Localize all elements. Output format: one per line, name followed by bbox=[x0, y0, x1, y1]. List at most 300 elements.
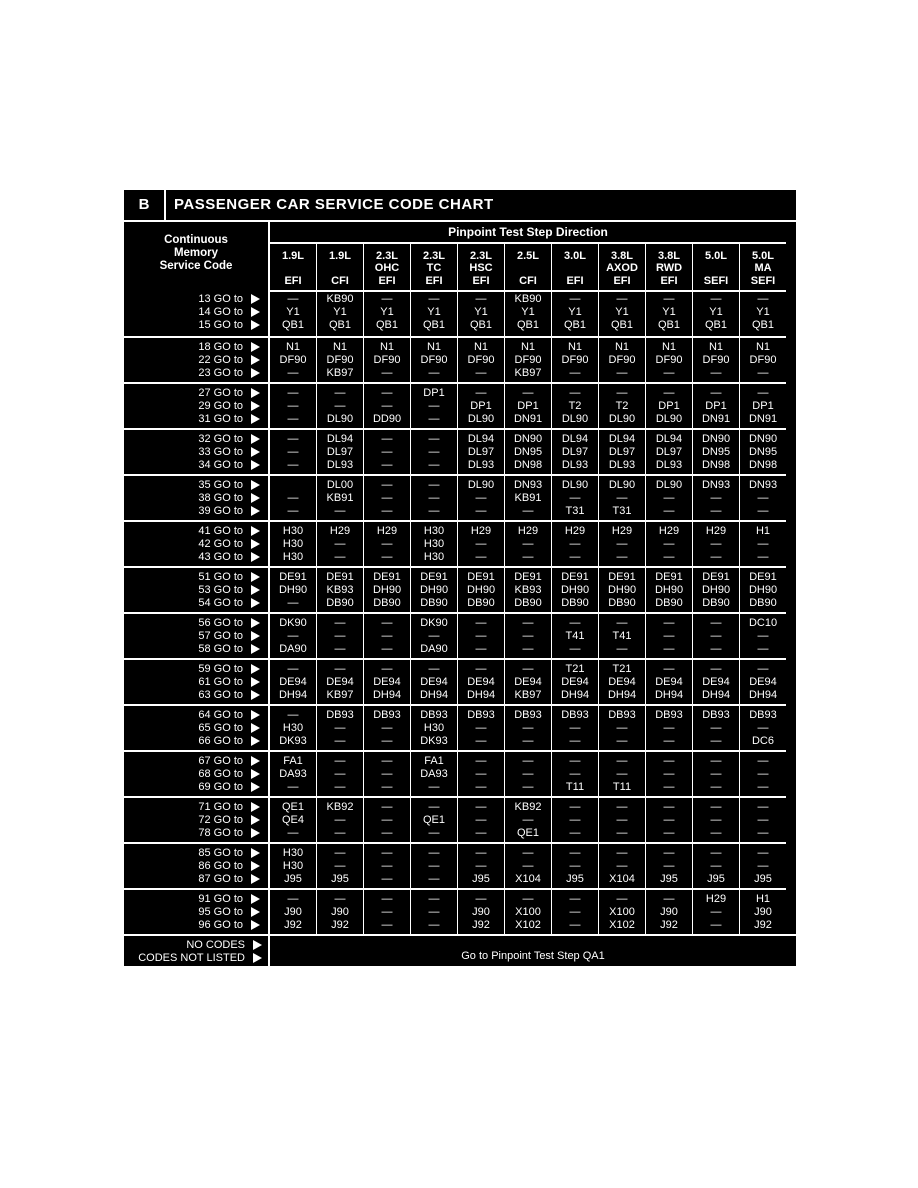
engine-label-line: OHC bbox=[374, 262, 400, 274]
service-codes bbox=[124, 614, 268, 658]
engine-size bbox=[646, 250, 692, 274]
test-step-column bbox=[270, 290, 316, 336]
test-step-column bbox=[551, 522, 598, 566]
test-step-cell: N1 bbox=[708, 340, 724, 353]
test-step-cell: — bbox=[428, 629, 440, 642]
test-step-column bbox=[598, 660, 645, 704]
test-step-column bbox=[645, 522, 692, 566]
test-step-cell: — bbox=[334, 721, 346, 734]
service-code-label: 43 GO to bbox=[198, 550, 243, 563]
test-step-cell: DL90 bbox=[608, 478, 636, 491]
test-step-cell: — bbox=[663, 550, 675, 563]
test-step-cell: H29 bbox=[705, 524, 727, 537]
test-step-cell: — bbox=[710, 292, 722, 305]
test-step-cell: — bbox=[334, 629, 346, 642]
test-step-cell: DB93 bbox=[467, 708, 495, 721]
engine-label-line: 1.9L bbox=[281, 250, 304, 262]
test-step-column bbox=[551, 476, 598, 520]
service-code-row bbox=[124, 597, 268, 610]
test-step-cell: DL90 bbox=[608, 412, 636, 425]
test-step-cell: — bbox=[428, 478, 440, 491]
test-step-cell: — bbox=[522, 721, 534, 734]
test-step-cell: J90 bbox=[660, 905, 678, 918]
test-step-cell: H30 bbox=[423, 524, 445, 537]
test-step-cell: T11 bbox=[565, 780, 585, 793]
service-code-row bbox=[124, 538, 268, 551]
test-step-column bbox=[316, 568, 363, 612]
test-step-cell: DE94 bbox=[702, 675, 730, 688]
test-step-cell: Y1 bbox=[333, 305, 347, 318]
test-step-cell: DN95 bbox=[701, 445, 731, 458]
test-step-column bbox=[410, 476, 457, 520]
test-step-column bbox=[316, 660, 363, 704]
test-step-cell: — bbox=[334, 386, 346, 399]
test-step-cell: Y1 bbox=[709, 305, 723, 318]
test-step-cell: N1 bbox=[285, 340, 301, 353]
test-step-cell: — bbox=[616, 616, 628, 629]
test-step-cell: — bbox=[381, 366, 393, 379]
test-step-column bbox=[363, 798, 410, 842]
test-step-cell: DE91 bbox=[373, 570, 401, 583]
test-step-column bbox=[410, 890, 457, 934]
test-step-cell: QE4 bbox=[281, 813, 304, 826]
test-step-cell: KB92 bbox=[514, 800, 542, 813]
test-step-cell: DL97 bbox=[608, 445, 636, 458]
test-step-column bbox=[645, 660, 692, 704]
test-step-cell: J92 bbox=[660, 918, 678, 931]
service-code-row bbox=[124, 400, 268, 413]
service-code-label: 41 GO to bbox=[198, 524, 243, 537]
test-step-cell: — bbox=[475, 550, 487, 563]
test-step-column bbox=[316, 706, 363, 750]
engine-type: EFI bbox=[378, 275, 396, 287]
test-step-column bbox=[692, 522, 739, 566]
service-code-label: 68 GO to bbox=[198, 767, 243, 780]
test-step-cell: QE1 bbox=[516, 826, 539, 839]
test-step-cell: — bbox=[710, 826, 722, 839]
test-step-cell: DL94 bbox=[608, 432, 636, 445]
service-code-row bbox=[124, 387, 268, 400]
test-step-cell: KB97 bbox=[326, 366, 354, 379]
test-step-cell: H1 bbox=[755, 892, 771, 905]
service-code-row bbox=[124, 505, 268, 518]
service-code-row bbox=[124, 781, 268, 794]
test-step-cell: — bbox=[616, 550, 628, 563]
footer-code-row bbox=[124, 952, 268, 965]
test-step-cell: DC10 bbox=[748, 616, 778, 629]
test-step-cell: — bbox=[334, 734, 346, 747]
test-step-cell: — bbox=[381, 892, 393, 905]
test-step-cell: DN90 bbox=[513, 432, 543, 445]
test-step-column bbox=[270, 706, 316, 750]
test-step-cell: DP1 bbox=[752, 399, 774, 412]
service-code-label: 53 GO to bbox=[198, 583, 243, 596]
test-step-column bbox=[645, 614, 692, 658]
test-step-cell: — bbox=[381, 767, 393, 780]
test-step-cell: KB97 bbox=[514, 688, 542, 701]
test-step-cell: DK90 bbox=[420, 616, 448, 629]
test-step-cell: H30 bbox=[282, 537, 304, 550]
test-step-cell: DF90 bbox=[326, 353, 354, 366]
test-step-column bbox=[457, 384, 504, 428]
test-step-columns bbox=[270, 798, 786, 842]
test-step-cell: J90 bbox=[472, 905, 490, 918]
test-step-cell: — bbox=[569, 892, 581, 905]
test-step-cell: — bbox=[757, 800, 769, 813]
service-code-row bbox=[124, 413, 268, 426]
test-step-cell: DB93 bbox=[702, 708, 730, 721]
test-step-column bbox=[645, 568, 692, 612]
test-step-column bbox=[504, 706, 551, 750]
chart-letter: B bbox=[124, 190, 166, 220]
test-step-cell: — bbox=[663, 813, 675, 826]
service-codes bbox=[124, 290, 268, 336]
service-code-label: 67 GO to bbox=[198, 754, 243, 767]
arrow-right-icon bbox=[251, 644, 260, 654]
service-codes bbox=[124, 890, 268, 934]
test-step-cell: DP1 bbox=[423, 386, 445, 399]
engine-label-line: MA bbox=[754, 262, 772, 274]
test-step-cell: — bbox=[475, 629, 487, 642]
test-step-column bbox=[270, 614, 316, 658]
test-step-column bbox=[316, 522, 363, 566]
test-step-cell: DE94 bbox=[655, 675, 683, 688]
test-step-column bbox=[598, 798, 645, 842]
test-step-cell: Y1 bbox=[756, 305, 770, 318]
test-step-cell: DL97 bbox=[655, 445, 683, 458]
test-step-cell: — bbox=[663, 629, 675, 642]
test-step-column bbox=[692, 568, 739, 612]
test-step-column bbox=[270, 660, 316, 704]
test-step-cell: DE94 bbox=[279, 675, 307, 688]
service-code-row bbox=[124, 571, 268, 584]
arrow-right-icon bbox=[251, 368, 260, 378]
test-step-cell: — bbox=[757, 721, 769, 734]
test-step-cell: KB91 bbox=[326, 491, 354, 504]
test-step-cell: DE94 bbox=[561, 675, 589, 688]
test-step-cell: — bbox=[381, 826, 393, 839]
test-step-cell: DE91 bbox=[702, 570, 730, 583]
test-step-column bbox=[410, 752, 457, 796]
left-header-line: Memory bbox=[173, 247, 219, 259]
left-header-line: Continuous bbox=[164, 234, 228, 246]
engine-size bbox=[458, 250, 504, 274]
test-step-column bbox=[692, 614, 739, 658]
service-code-row bbox=[124, 525, 268, 538]
test-step-cell: — bbox=[428, 872, 440, 885]
service-codes bbox=[124, 844, 268, 888]
service-code-row bbox=[124, 893, 268, 906]
test-step-column bbox=[363, 752, 410, 796]
test-step-cell: — bbox=[710, 721, 722, 734]
test-step-column bbox=[739, 890, 786, 934]
test-step-cell: DL90 bbox=[467, 478, 495, 491]
test-step-cell: DB90 bbox=[655, 596, 683, 609]
test-step-cell: — bbox=[475, 537, 487, 550]
test-step-cell: DE91 bbox=[655, 570, 683, 583]
test-step-cell: J95 bbox=[660, 872, 678, 885]
test-step-cell: DH90 bbox=[560, 583, 590, 596]
test-step-column bbox=[739, 384, 786, 428]
engine-type: EFI bbox=[425, 275, 443, 287]
test-step-column bbox=[739, 290, 786, 336]
test-step-column bbox=[551, 568, 598, 612]
test-step-cell: — bbox=[428, 366, 440, 379]
test-step-cell: — bbox=[475, 826, 487, 839]
test-step-cell: N1 bbox=[379, 340, 395, 353]
test-step-cell: Y1 bbox=[380, 305, 394, 318]
code-group bbox=[124, 336, 786, 382]
test-step-cell: — bbox=[381, 491, 393, 504]
test-step-cell: — bbox=[381, 813, 393, 826]
test-step-column bbox=[363, 338, 410, 382]
arrow-right-icon bbox=[251, 388, 260, 398]
engine-type: SEFI bbox=[750, 275, 776, 287]
test-step-cell: — bbox=[287, 386, 299, 399]
service-codes bbox=[124, 752, 268, 796]
test-step-column bbox=[270, 798, 316, 842]
test-step-cell: DH90 bbox=[701, 583, 731, 596]
arrow-right-icon bbox=[251, 782, 260, 792]
test-step-cell: T2 bbox=[568, 399, 582, 412]
test-step-cell: DF90 bbox=[608, 353, 636, 366]
test-step-cell: DB90 bbox=[702, 596, 730, 609]
test-step-cell: — bbox=[475, 846, 487, 859]
service-code-label: 61 GO to bbox=[198, 675, 243, 688]
test-step-column bbox=[504, 384, 551, 428]
test-step-column bbox=[270, 844, 316, 888]
test-step-column bbox=[270, 338, 316, 382]
service-code-row bbox=[124, 722, 268, 735]
test-step-cell: KB92 bbox=[326, 800, 354, 813]
test-step-cell: — bbox=[381, 537, 393, 550]
test-step-cell: — bbox=[710, 767, 722, 780]
test-step-cell: DN90 bbox=[748, 432, 778, 445]
test-step-column bbox=[363, 568, 410, 612]
test-step-cell: — bbox=[710, 629, 722, 642]
service-code-row bbox=[124, 735, 268, 748]
service-code-label: 66 GO to bbox=[198, 734, 243, 747]
test-step-cell: DF90 bbox=[373, 353, 401, 366]
test-step-cell: — bbox=[569, 800, 581, 813]
test-step-cell: — bbox=[710, 537, 722, 550]
test-step-column bbox=[457, 614, 504, 658]
test-step-cell: Y1 bbox=[662, 305, 676, 318]
service-code-label: 96 GO to bbox=[198, 918, 243, 931]
test-step-column bbox=[504, 752, 551, 796]
test-step-cell: DB90 bbox=[608, 596, 636, 609]
test-step-column bbox=[457, 568, 504, 612]
test-step-cell: DF90 bbox=[514, 353, 542, 366]
engine-label-line: 2.5L bbox=[516, 250, 539, 262]
test-step-cell: H29 bbox=[564, 524, 586, 537]
engine-size bbox=[364, 250, 410, 274]
test-step-cell: — bbox=[757, 826, 769, 839]
test-step-cell: DL00 bbox=[326, 478, 354, 491]
code-group bbox=[124, 428, 786, 474]
test-step-column bbox=[363, 660, 410, 704]
test-step-cell: — bbox=[663, 537, 675, 550]
test-step-cell: — bbox=[569, 754, 581, 767]
test-step-column bbox=[270, 384, 316, 428]
arrow-right-icon bbox=[251, 723, 260, 733]
test-step-column bbox=[410, 290, 457, 336]
test-step-cell: DH90 bbox=[372, 583, 402, 596]
test-step-column bbox=[739, 338, 786, 382]
test-step-cell: J95 bbox=[707, 872, 725, 885]
test-step-cell: N1 bbox=[661, 340, 677, 353]
test-step-cell: DH90 bbox=[278, 583, 308, 596]
footer-code-row bbox=[124, 939, 268, 952]
test-step-column bbox=[692, 430, 739, 474]
test-step-cell: DH94 bbox=[560, 688, 590, 701]
test-step-cell: Y1 bbox=[568, 305, 582, 318]
code-group bbox=[124, 290, 786, 336]
test-step-cell: X102 bbox=[515, 918, 541, 931]
service-code-label: 65 GO to bbox=[198, 721, 243, 734]
engine-size bbox=[505, 250, 551, 262]
test-step-cell: — bbox=[616, 846, 628, 859]
test-step-column bbox=[598, 752, 645, 796]
test-step-cell: — bbox=[381, 721, 393, 734]
service-code-row bbox=[124, 689, 268, 702]
service-code-label: 69 GO to bbox=[198, 780, 243, 793]
engine-type: SEFI bbox=[703, 275, 729, 287]
arrow-right-icon bbox=[253, 953, 262, 963]
test-step-cell: — bbox=[757, 754, 769, 767]
test-step-column bbox=[551, 660, 598, 704]
test-step-cell: DL93 bbox=[655, 458, 683, 471]
test-step-cell: — bbox=[334, 892, 346, 905]
test-step-column bbox=[410, 522, 457, 566]
service-code-row bbox=[124, 801, 268, 814]
test-step-column bbox=[410, 384, 457, 428]
test-step-cell: — bbox=[757, 386, 769, 399]
test-step-column bbox=[270, 890, 316, 934]
test-step-cell: — bbox=[522, 859, 534, 872]
test-step-cell: DN91 bbox=[701, 412, 731, 425]
test-step-cell: DH94 bbox=[748, 688, 778, 701]
service-code-label: 22 GO to bbox=[198, 353, 243, 366]
test-step-cell: — bbox=[334, 846, 346, 859]
test-step-cell: — bbox=[287, 504, 299, 517]
test-step-cell: DE94 bbox=[373, 675, 401, 688]
test-step-cell: DE94 bbox=[420, 675, 448, 688]
engine-column-header bbox=[739, 244, 786, 290]
test-step-cell: — bbox=[616, 537, 628, 550]
service-codes bbox=[124, 568, 268, 612]
test-step-cell: QB1 bbox=[704, 318, 727, 331]
test-step-cell: DC6 bbox=[751, 734, 774, 747]
test-step-cell: — bbox=[381, 504, 393, 517]
arrow-right-icon bbox=[251, 493, 260, 503]
test-step-cell: T31 bbox=[612, 504, 632, 517]
test-step-cell: H30 bbox=[282, 550, 304, 563]
test-step-cell: — bbox=[287, 629, 299, 642]
test-step-cell: — bbox=[569, 292, 581, 305]
test-step-cell: DB93 bbox=[420, 708, 448, 721]
test-step-cell: — bbox=[569, 813, 581, 826]
test-step-cell: — bbox=[616, 767, 628, 780]
test-step-column bbox=[739, 660, 786, 704]
service-code-row bbox=[124, 306, 268, 319]
test-step-cell: T11 bbox=[612, 780, 632, 793]
arrow-right-icon bbox=[251, 756, 260, 766]
test-step-column bbox=[739, 798, 786, 842]
test-step-column bbox=[457, 660, 504, 704]
test-step-cell: — bbox=[522, 616, 534, 629]
test-step-cell: — bbox=[569, 918, 581, 931]
code-group bbox=[124, 704, 786, 750]
test-step-column bbox=[457, 706, 504, 750]
test-step-cell: DD90 bbox=[372, 412, 402, 425]
test-step-column bbox=[645, 476, 692, 520]
test-step-columns bbox=[270, 430, 786, 474]
service-codes bbox=[124, 660, 268, 704]
test-step-column bbox=[598, 522, 645, 566]
test-step-cell: — bbox=[663, 366, 675, 379]
test-step-cell: — bbox=[428, 504, 440, 517]
code-group bbox=[124, 382, 786, 428]
test-step-column bbox=[692, 844, 739, 888]
test-step-cell: DE91 bbox=[608, 570, 636, 583]
test-step-cell: — bbox=[522, 754, 534, 767]
test-step-cell: J95 bbox=[331, 872, 349, 885]
test-step-cell: DL93 bbox=[561, 458, 589, 471]
code-group bbox=[124, 612, 786, 658]
test-step-cell: — bbox=[757, 366, 769, 379]
test-step-column bbox=[457, 752, 504, 796]
test-step-cell: DF90 bbox=[561, 353, 589, 366]
test-step-cell: — bbox=[475, 491, 487, 504]
test-step-cell: J95 bbox=[284, 872, 302, 885]
service-code-row bbox=[124, 643, 268, 656]
test-step-cell: — bbox=[381, 846, 393, 859]
test-step-cell: — bbox=[522, 386, 534, 399]
test-step-cell: QB1 bbox=[281, 318, 304, 331]
test-step-cell: — bbox=[381, 478, 393, 491]
test-step-columns bbox=[270, 660, 786, 704]
arrow-right-icon bbox=[251, 920, 260, 930]
test-step-cell: DL93 bbox=[608, 458, 636, 471]
test-step-cell: — bbox=[663, 292, 675, 305]
test-step-cell: J92 bbox=[331, 918, 349, 931]
test-step-column bbox=[739, 706, 786, 750]
test-step-cell: DL90 bbox=[467, 412, 495, 425]
test-step-column bbox=[551, 890, 598, 934]
engine-size bbox=[740, 250, 786, 274]
test-step-cell: — bbox=[381, 616, 393, 629]
test-step-column bbox=[692, 798, 739, 842]
arrow-right-icon bbox=[251, 307, 260, 317]
test-step-column bbox=[739, 522, 786, 566]
test-step-cell: — bbox=[757, 537, 769, 550]
test-step-cell: — bbox=[663, 800, 675, 813]
engine-label-line: 3.8L bbox=[610, 250, 633, 262]
test-step-cell: — bbox=[381, 292, 393, 305]
engine-column-header bbox=[270, 244, 316, 290]
test-step-column bbox=[270, 568, 316, 612]
arrow-right-icon bbox=[251, 585, 260, 595]
test-step-cell: DP1 bbox=[517, 399, 539, 412]
engine-type: EFI bbox=[660, 275, 678, 287]
test-step-cell: — bbox=[428, 859, 440, 872]
test-step-cell: H30 bbox=[423, 721, 445, 734]
service-code-label: 58 GO to bbox=[198, 642, 243, 655]
test-step-column bbox=[739, 752, 786, 796]
test-step-column bbox=[504, 476, 551, 520]
test-step-column bbox=[645, 706, 692, 750]
